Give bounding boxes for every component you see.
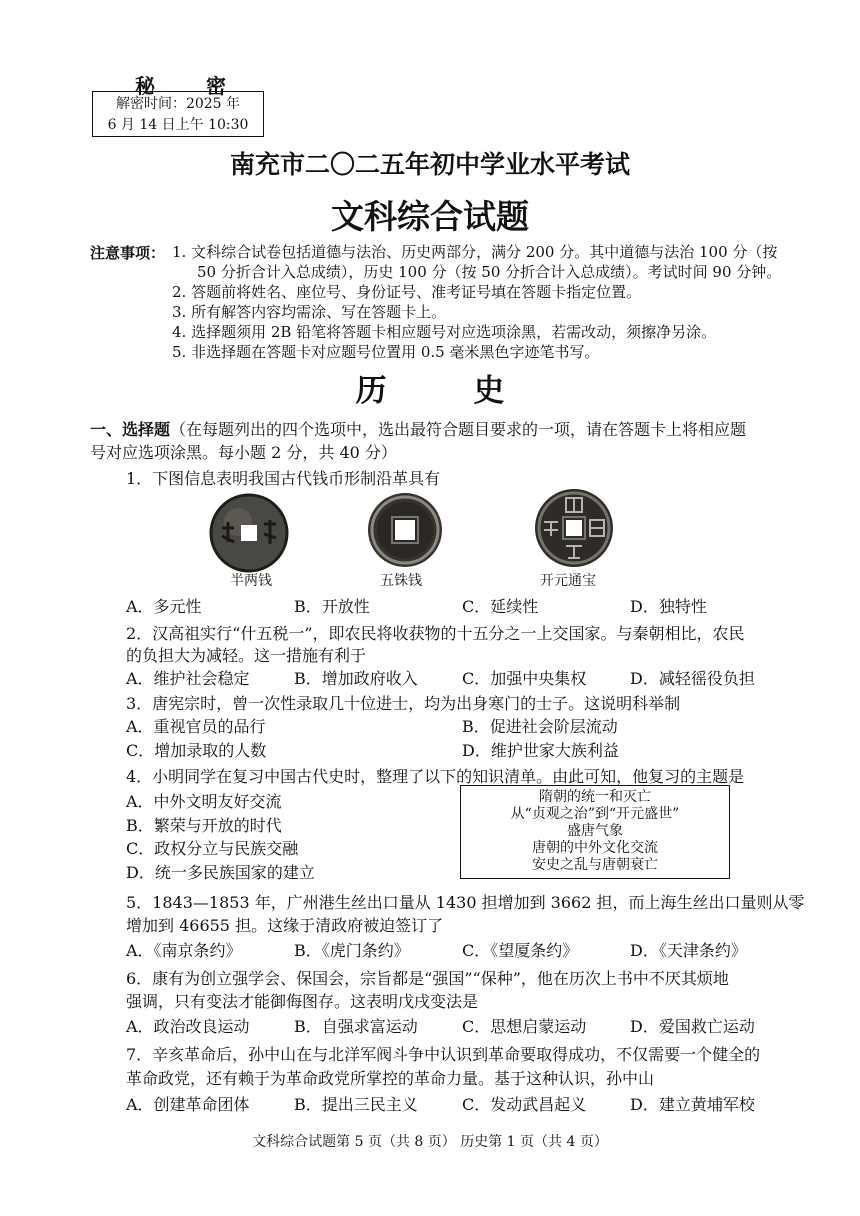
- option-a: A．《南京条约》: [126, 941, 242, 960]
- question-stem: 强调，只有变法才能御侮图存。这表明戊戌变法是: [126, 992, 479, 1011]
- kaiyuan-tongbao-coin-image: [532, 486, 616, 570]
- option-c: C．发动武昌起义: [462, 1095, 587, 1114]
- option-b: B．繁荣与开放的时代: [126, 816, 282, 835]
- section-title: 一、选择题: [90, 420, 171, 439]
- option-c: C．政权分立与民族交融: [126, 839, 299, 858]
- question-stem: 增加到 46655 担。这缘于清政府被迫签订了: [126, 916, 444, 935]
- notes-label: 注意事项：: [90, 244, 166, 262]
- question-stem: 2．汉高祖实行“什五税一”，即农民将收获物的十五分之一上交国家。与秦朝相比，农民: [126, 624, 745, 643]
- question-stem: 7．辛亥革命后，孙中山在与北洋军阀斗争中认识到革命要取得成功，不仅需要一个健全的: [126, 1045, 761, 1064]
- option-b: B．促进社会阶层流动: [462, 717, 618, 736]
- option-a: A．维护社会稳定: [126, 669, 250, 688]
- option-b: B．自强求富运动: [294, 1017, 418, 1036]
- section-instructions: （在每题列出的四个选项中，选出最符合题目要求的一项，请在答题卡上将相应题号对应选项涂黑。每小题 2 分，共 40 分）: [90, 420, 747, 462]
- wuzhu-coin-image: [365, 490, 445, 570]
- paper-title: 文科综合试题: [331, 197, 529, 236]
- exam-title: 南充市二〇二五年初中学业水平考试: [229, 150, 630, 179]
- option-a: A．创建革命团体: [126, 1095, 250, 1114]
- note-item: 1. 文科综合试卷包括道德与法治、历史两部分，满分 200 分。其中道德与法治 100 分（按: [172, 243, 778, 261]
- option-c: C．思想启蒙运动: [462, 1017, 587, 1036]
- note-item: 2. 答题前将姓名、座位号、身份证号、准考证号填在答题卡指定位置。: [172, 283, 642, 301]
- banliang-coin-image: [208, 492, 290, 574]
- declassification-box: [92, 91, 264, 137]
- knowledge-list-box: [460, 785, 730, 879]
- option-c: C．《望厦条约》: [462, 941, 579, 960]
- question-stem: 5．1843—1853 年，广州港生丝出口量从 1430 担增加到 3662 担，而上海生丝出口量则从零: [126, 893, 805, 912]
- option-c: C．增加录取的人数: [126, 741, 267, 760]
- question-stem: 6．康有为创立强学会、保国会，宗旨都是“强国”“保种”，他在历次上书中不厌其烦地: [126, 969, 729, 988]
- question-stem: 革命政党，还有赖于为革命政党所掌控的革命力量。基于这种认识，孙中山: [126, 1069, 655, 1088]
- question-stem: 的负担大为减轻。这一措施有利于: [126, 646, 367, 665]
- subject-title: 历 史: [355, 373, 543, 409]
- section-heading: [90, 418, 755, 464]
- note-item: 50 分折合计入总成绩），历史 100 分（按 50 分折合计入总成绩）。考试时间 90 分钟。: [197, 263, 782, 281]
- option-b: B．增加政府收入: [294, 669, 418, 688]
- secret-mark: 秘 密: [135, 74, 248, 98]
- knowledge-list-item: 隋朝的统一和灭亡: [539, 789, 651, 805]
- option-b: B．《虎门条约》: [294, 941, 410, 960]
- option-b: B．提出三民主义: [294, 1095, 418, 1114]
- coin-label: 半两钱: [230, 573, 272, 589]
- coin-label: 五铢钱: [380, 573, 422, 589]
- declassification-line-1: 解密时间：2025 年: [115, 96, 241, 112]
- option-d: D．《天津条约》: [630, 941, 747, 960]
- option-d: D．维护世家大族利益: [462, 741, 619, 760]
- option-d: D．减轻徭役负担: [630, 669, 755, 688]
- option-a: A．重视官员的品行: [126, 717, 266, 736]
- declassification-line-2: 6 月 14 日上午 10:30: [107, 117, 249, 133]
- knowledge-list-item: 安史之乱与唐朝衰亡: [532, 857, 658, 873]
- option-d: D．建立黄埔军校: [630, 1095, 755, 1114]
- option-a: A．多元性: [126, 597, 202, 616]
- note-item: 4. 选择题须用 2B 铅笔将答题卡相应题号对应选项涂黑，若需改动，须擦净另涂。: [172, 323, 717, 341]
- question-stem: 1．下图信息表明我国古代钱币形制沿革具有: [126, 469, 441, 488]
- option-d: D．爱国救亡运动: [630, 1017, 755, 1036]
- page-footer: 文科综合试题第 5 页（共 8 页） 历史第 1 页（共 4 页）: [252, 1134, 608, 1150]
- coin-label: 开元通宝: [540, 573, 596, 589]
- note-item: 5. 非选择题在答题卡对应题号位置用 0.5 毫米黑色字迹笔书写。: [172, 343, 600, 361]
- knowledge-list-item: 从“贞观之治”到“开元盛世”: [510, 806, 680, 822]
- option-c: C．加强中央集权: [462, 669, 587, 688]
- option-d: D．独特性: [630, 597, 707, 616]
- option-c: C．延续性: [462, 597, 539, 616]
- note-item: 3. 所有解答内容均需涂、写在答题卡上。: [172, 303, 447, 321]
- knowledge-list-item: 盛唐气象: [567, 823, 623, 839]
- option-b: B．开放性: [294, 597, 370, 616]
- option-d: D．统一多民族国家的建立: [126, 863, 315, 882]
- knowledge-list-item: 唐朝的中外文化交流: [532, 840, 658, 856]
- question-stem: 4．小明同学在复习中国古代史时，整理了以下的知识清单。由此可知，他复习的主题是: [126, 767, 745, 786]
- option-a: A．政治改良运动: [126, 1017, 250, 1036]
- option-a: A．中外文明友好交流: [126, 792, 282, 811]
- question-stem: 3．唐宪宗时，曾一次性录取几十位进士，均为出身寒门的士子。这说明科举制: [126, 694, 681, 713]
